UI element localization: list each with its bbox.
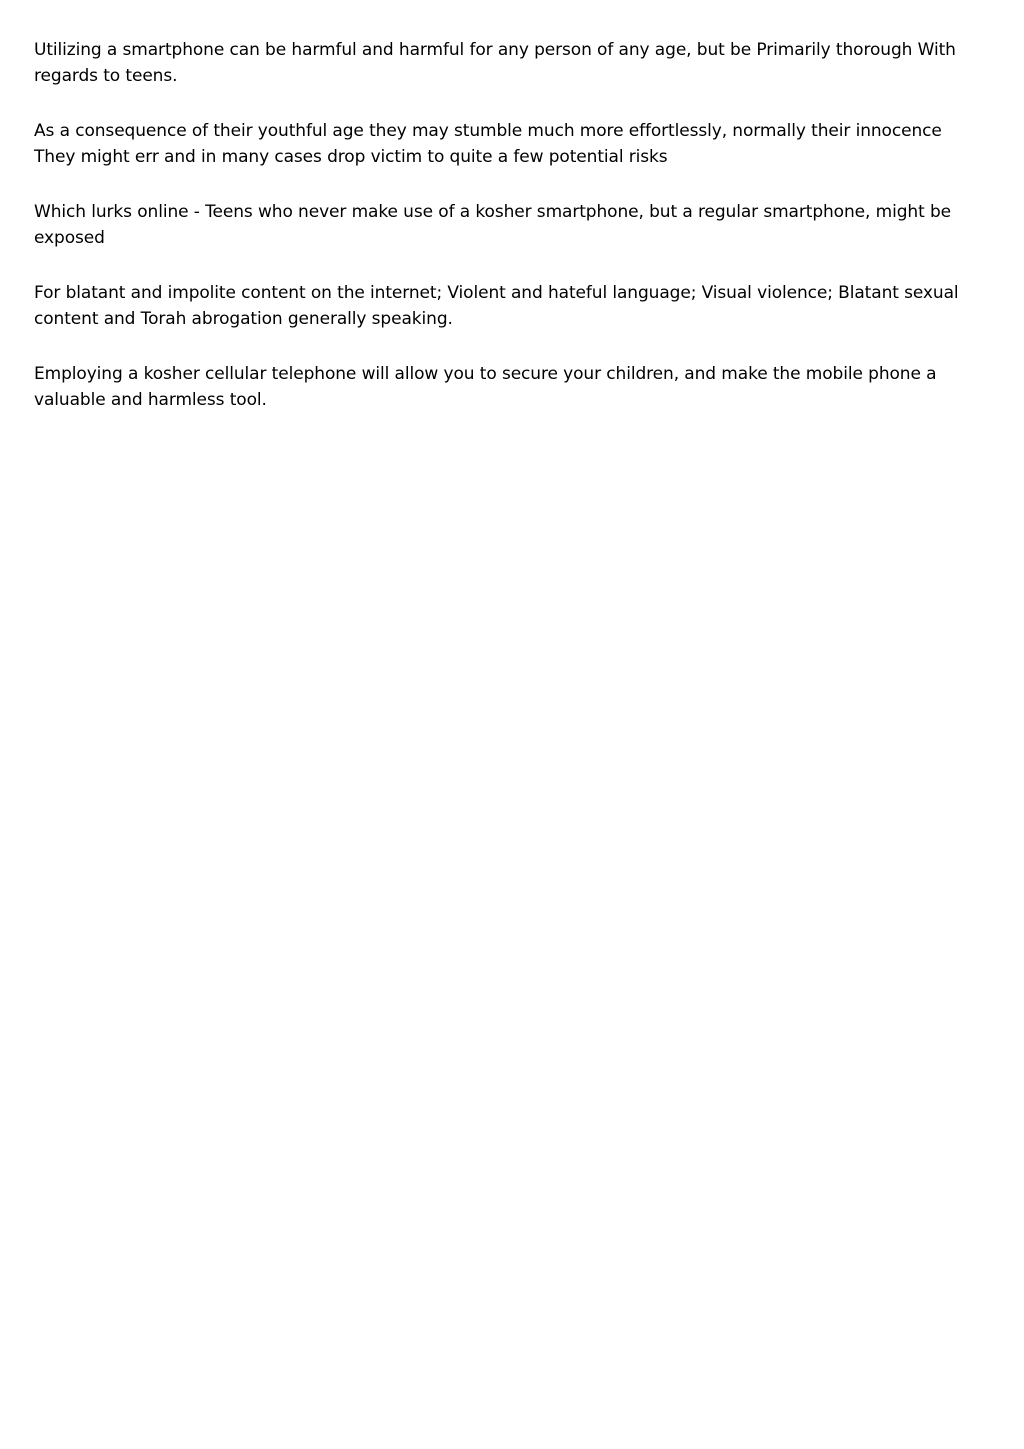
paragraph-online-risks: Which lurks online - Teens who never make use of a kosher smartphone, but a regular smartphone, might be exposed	[34, 202, 951, 248]
paragraph-content-types: For blatant and impolite content on the internet; Violent and hateful language; Visual violence; Blatant sexual content and Torah abrogation generally speaking.	[34, 283, 959, 329]
paragraph-teens-warning: Utilizing a smartphone can be harmful and harmful for any person of any age, but be Primarily thorough With regards to teens.	[34, 40, 956, 86]
paragraph-youthful-age: As a consequence of their youthful age they may stumble much more effortlessly, normally their innocence They might err and in many cases drop victim to quite a few potential risks	[34, 121, 942, 167]
paragraph-kosher-phone: Employing a kosher cellular telephone will allow you to secure your children, and make the mobile phone a valuable and harmless tool.	[34, 364, 937, 410]
